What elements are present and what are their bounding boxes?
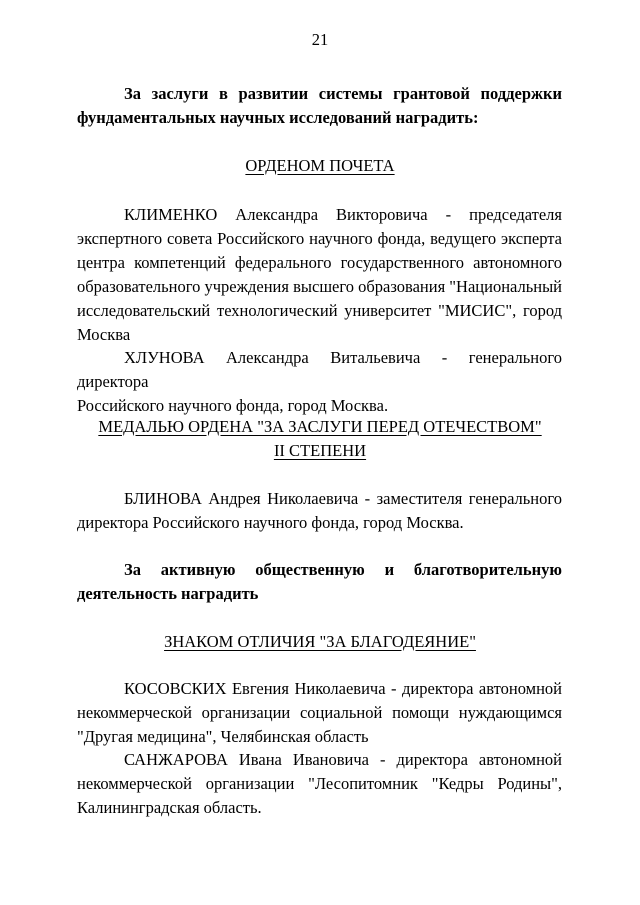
nominee-text-line: центра компетенций федерального государственного автономного [77, 253, 562, 272]
nominee-text-line: "Другая медицина", Челябинская область [77, 727, 369, 746]
nominee-text-line: БЛИНОВА Андрея Николаевича - заместителя генерального [124, 489, 562, 508]
nominee-text-line: КОСОВСКИХ Евгения Николаевича - директора автономной [124, 679, 562, 698]
nominee-text-line: Москва [77, 325, 131, 344]
nominee-text-line: Калининградская область. [77, 798, 262, 817]
nominee-text-line: САНЖАРОВА Ивана Ивановича - директора автономной [124, 750, 562, 769]
nominee-text-line: образовательного учреждения высшего образования "Национальный [77, 277, 562, 296]
award-title: ОРДЕНОМ ПОЧЕТА [245, 156, 395, 175]
nominee-sanzharov [77, 748, 562, 820]
nominee-text-line: ХЛУНОВА Александра Витальевича - генерального директора [77, 348, 562, 391]
nominee-text-line: экспертного совета Российского научного фонда, ведущего эксперта [77, 229, 562, 248]
nominee-text-line: директора Российского научного фонда, город Москва. [77, 513, 464, 532]
award-order-of-honor-heading [0, 154, 640, 178]
nominee-klimenko [77, 203, 562, 347]
nominee-text-line: КЛИМЕНКО Александра Викторовича - председателя [124, 205, 562, 224]
nominee-blinov [77, 487, 562, 535]
award-title-line [0, 415, 640, 439]
section2-intro-line: За активную общественную и благотворительную [124, 560, 562, 579]
nominee-text-line: некоммерческой организации "Лесопитомник "Кедры Родины", [77, 774, 562, 793]
nominee-text-line: исследовательский технологический университет "МИСИС", город [77, 301, 562, 320]
nominee-text-line: некоммерческой организации социальной помощи нуждающимся [77, 703, 562, 722]
section2-intro [77, 558, 562, 606]
nominee-text-line: Российского научного фонда, город Москва. [77, 396, 389, 415]
page-number: 21 [311, 30, 329, 49]
nominee-kosovskikh [77, 677, 562, 749]
section2-intro-line: деятельность наградить [77, 584, 259, 603]
award-title-text: МЕДАЛЬЮ ОРДЕНА "ЗА ЗАСЛУГИ ПЕРЕД ОТЕЧЕСТВОМ" [98, 417, 542, 436]
award-title: ЗНАКОМ ОТЛИЧИЯ "ЗА БЛАГОДЕЯНИЕ" [164, 632, 476, 651]
nominee-khlunov [77, 346, 562, 418]
section1-intro [77, 82, 562, 130]
section1-intro-line: За заслуги в развитии системы грантовой поддержки [124, 84, 562, 103]
award-title-text: II СТЕПЕНИ [273, 441, 367, 460]
section1-intro-line: фундаментальных научных исследований наградить: [77, 108, 479, 127]
award-title-line [0, 439, 640, 463]
award-benefaction-heading [0, 630, 640, 654]
award-medal-heading [0, 415, 640, 463]
